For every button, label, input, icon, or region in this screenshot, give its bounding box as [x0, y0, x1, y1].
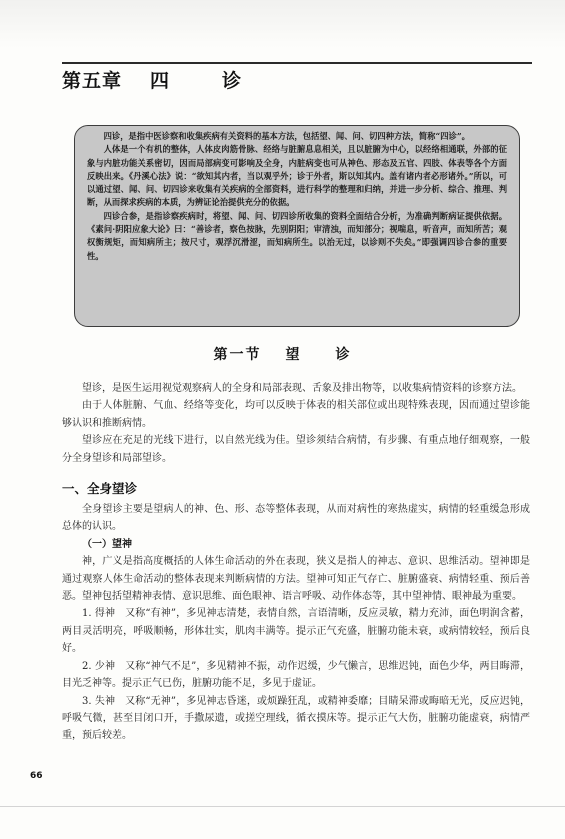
body-paragraph: 全身望诊主要是望病人的神、色、形、态等整体表现，从而对病性的寒热虚实，病情的轻重缓急形成总体的认识。: [62, 504, 530, 533]
list-item: 1. 得神 又称“有神”，多见神志清楚，表情自然，言语清晰，反应灵敏，精力充沛，面色明润含蓄，两目灵活明亮，呼吸顺畅，形体壮实，肌肉丰满等。提示正气充盛，脏腑功能未衰，或病情较轻，预后良好。: [62, 608, 530, 655]
page-bottom-edge: [0, 806, 565, 807]
scan-smudge: [0, 0, 565, 48]
subsection-heading: 一、全身望诊: [62, 481, 138, 497]
chapter-title-part1: 四: [150, 70, 171, 92]
chapter-label: 第五章: [62, 70, 123, 92]
chapter-title-part2: 诊: [222, 70, 243, 92]
section-label: 第一节: [213, 347, 262, 363]
page-number: 66: [30, 771, 43, 781]
section-body: [62, 380, 530, 745]
intro-paragraph: 人体是一个有机的整体，人体皮肉筋骨脉、经络与脏腑息息相关，且以脏腑为中心，以经络相通联，外部的征象与内脏功能关系密切，因而局部病变可影响及全身，内脏病变也可从神色、形态及五官、四肢、体表等各个方面反映出来。《丹溪心法》说：“欲知其内者，当以观乎外；诊于外者，斯以知其内。盖有诸内者必形诸外。”所以，可以通过望、闻、问、切四诊来收集有关疾病的全部资料，进行科学的整理和归纳，并进一步分析、综合、推理、判断，从而探求疾病的本质，为辨证论治提供充分的依据。: [87, 144, 507, 208]
sub-subsection-heading: （一）望神: [82, 538, 132, 550]
chapter-rule: [62, 62, 532, 64]
intro-paragraph: 四诊合参，是指诊察疾病时，将望、闻、问、切四诊所收集的资料全面结合分析，为准确判断病证提供依据。《素问·阴阳应象大论》曰：“善诊者，察色按脉，先别阴阳；审清浊，而知部分；视喘息，听音声，而知所苦；观权衡规矩，而知病所主；按尺寸，观浮沉滑涩，而知病所生。以治无过，以诊则不失矣。”即强调四诊合参的重要性。: [87, 210, 507, 261]
body-paragraph: 望诊，是医生运用视觉观察病人的全身和局部表现、舌象及排出物等，以收集病情资料的诊察方法。: [82, 383, 522, 394]
section-title: [0, 344, 565, 364]
intro-paragraph: 四诊，是指中医诊察和收集疾病有关资料的基本方法，包括望、闻、问、切四种方法，简称“四诊”。: [103, 131, 470, 141]
body-paragraph: 望诊应在充足的光线下进行，以自然光线为佳。望诊须结合病情，有步骤、有重点地仔细观察，一般分全身望诊和局部望诊。: [62, 435, 530, 464]
list-item: 2. 少神 又称“神气不足”，多见精神不振，动作迟缓，少气懒言，思维迟钝，面色少华，两目晦滞，目光乏神等。提示正气已伤，脏腑功能不足，多见于虚证。: [62, 660, 530, 690]
chapter-title: [62, 66, 242, 93]
section-title-part1: 望: [285, 347, 302, 363]
body-paragraph: 神，广义是指高度概括的人体生命活动的外在表现，狭义是指人的神志、意识、思维活动。望神即是通过观察人体生命活动的整体表现来判断病情的方法。望神可知正气存亡、脏腑盛衰、病情轻重、预后善恶。望神包括望精神表情、意识思维、面色眼神、语言呼吸、动作体态等，其中望神情、眼神最为重要。: [62, 556, 530, 603]
section-title-part2: 诊: [335, 347, 352, 363]
spacer: [62, 467, 530, 477]
body-paragraph: 由于人体脏腑、气血、经络等变化，均可以反映于体表的相关部位或出现特殊表现，因而通过望诊能够认识和推断病情。: [62, 400, 530, 429]
chapter-intro-box: [74, 125, 520, 327]
list-item: 3. 失神 又称“无神”，多见神志昏迷，或烦躁狂乱，或精神委靡；目睛呆滞或晦暗无光，反应迟钝，呼吸气微，甚至目闭口开，手撒尿遗，或搓空理线，循衣摸床等。提示正气大伤，脏腑功能虚衰，病情严重，预后较差。: [62, 695, 530, 742]
